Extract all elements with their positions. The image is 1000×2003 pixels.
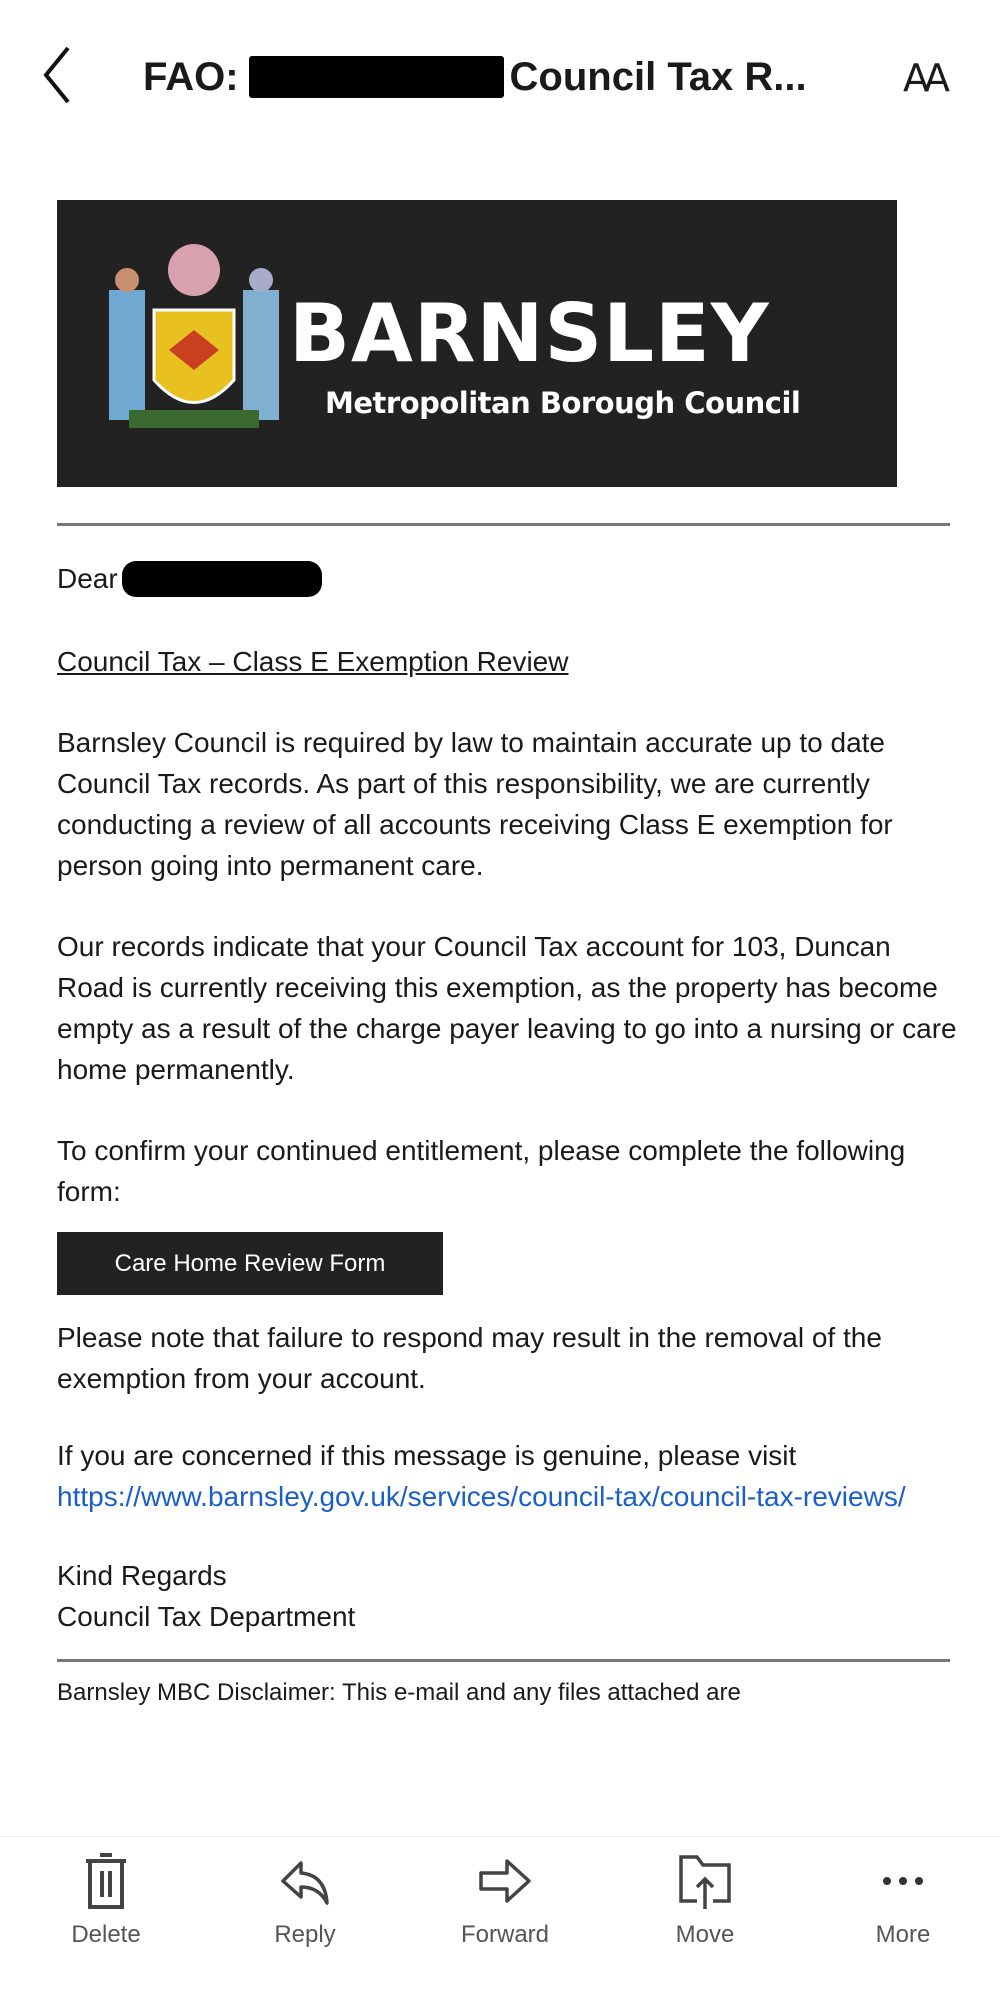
move-folder-icon (677, 1851, 733, 1911)
barnsley-logo-banner (57, 200, 897, 487)
signoff-line-2: Council Tax Department (57, 1601, 356, 1632)
title-suffix: Council Tax R... (509, 55, 807, 99)
paragraph-5 (57, 1435, 957, 1517)
move-button[interactable] (635, 1851, 775, 1949)
delete-button[interactable] (36, 1851, 176, 1949)
bottom-toolbar (0, 1836, 1000, 2003)
paragraph-5-text: If you are concerned if this message is genuine, please visit (57, 1440, 797, 1471)
back-chevron-icon[interactable] (38, 40, 78, 110)
text-size-button[interactable]: AA (903, 56, 945, 100)
title-prefix: FAO: (143, 55, 239, 99)
signoff-line-1: Kind Regards (57, 1560, 227, 1591)
subject-heading: Council Tax – Class E Exemption Review (57, 646, 569, 677)
care-home-review-form-button[interactable]: Care Home Review Form (57, 1232, 443, 1295)
greeting-text: Dear (57, 563, 118, 594)
more-button[interactable] (833, 1851, 973, 1949)
delete-label: Delete (71, 1921, 141, 1948)
header (0, 40, 1000, 120)
move-label: Move (675, 1921, 735, 1948)
paragraph-3: To confirm your continued entitlement, please complete the following form: (57, 1135, 906, 1207)
forward-button[interactable] (435, 1851, 575, 1949)
redaction (249, 56, 504, 98)
reply-label: Reply (274, 1921, 336, 1948)
signoff (57, 1555, 957, 1637)
logo-subtitle: Metropolitan Borough Council (325, 386, 801, 420)
more-dots-icon (875, 1851, 931, 1911)
coat-of-arms-icon (99, 240, 289, 440)
forward-arrow-icon (477, 1851, 533, 1911)
paragraph-4: Please note that failure to respond may result in the removal of the exemption from your account. (57, 1322, 882, 1394)
redaction (122, 561, 322, 597)
divider (57, 1659, 950, 1662)
logo-name: BARNSLEY (289, 287, 770, 380)
greeting (57, 558, 957, 599)
review-link[interactable]: https://www.barnsley.gov.uk/services/council-tax/council-tax-reviews/ (57, 1481, 906, 1512)
trash-icon (78, 1851, 134, 1911)
paragraph-1: Barnsley Council is required by law to maintain accurate up to date Council Tax records. As part of this responsibility, we are currently conducting a review of all accounts receiving Class E exemption for person going into permanent care. (57, 727, 893, 881)
disclaimer: Barnsley MBC Disclaimer: This e-mail and any files attached are (57, 1679, 741, 1706)
reply-icon (277, 1851, 333, 1911)
email-subject-title (143, 54, 883, 100)
email-body (57, 526, 957, 1710)
paragraph-2: Our records indicate that your Council Tax account for 103, Duncan Road is currently receiving this exemption, as the property has become empty as a result of the charge payer leaving to go into a nursing or care home permanently. (57, 931, 957, 1085)
more-label: More (875, 1921, 931, 1948)
forward-label: Forward (460, 1921, 550, 1948)
reply-button[interactable] (235, 1851, 375, 1949)
